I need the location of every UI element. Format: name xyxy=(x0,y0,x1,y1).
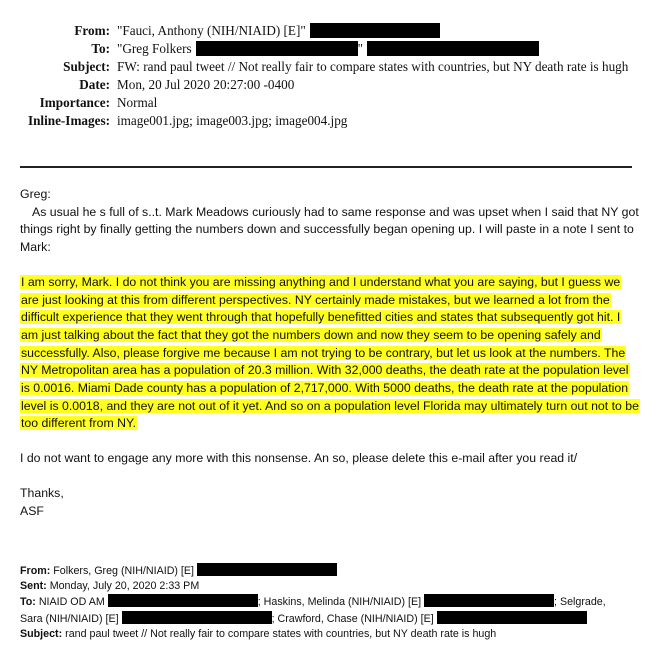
importance-row xyxy=(0,94,660,112)
redaction-bar xyxy=(437,611,587,624)
redaction-bar xyxy=(197,563,337,576)
inline-images-value: image001.jpg; image003.jpg; image004.jpg xyxy=(117,113,348,128)
thanks-line: Thanks, xyxy=(20,485,64,500)
date-row xyxy=(0,76,660,94)
signature: ASF xyxy=(20,503,44,518)
fwd-to-part2: ; Haskins, Melinda (NIH/NIAID) [E] xyxy=(257,596,422,609)
fwd-subject-row xyxy=(20,627,640,642)
inline-images-row xyxy=(0,112,660,130)
fwd-to-label: To: xyxy=(20,596,36,609)
forwarded-header xyxy=(20,563,640,642)
header-divider xyxy=(20,166,632,168)
fwd-subject-value: rand paul tweet // Not really fair to compare states with countries, but NY death rate is hugh xyxy=(65,627,497,640)
fwd-to-part3: ; Selgrade, xyxy=(554,596,606,609)
fwd-to-part5: ; Crawford, Chase (NIH/NIAID) [E] xyxy=(271,612,434,625)
redaction-bar xyxy=(367,41,539,56)
fwd-subject-label: Subject: xyxy=(20,627,63,640)
subject-label: Subject: xyxy=(63,59,110,74)
from-row xyxy=(0,22,660,40)
fwd-from-label: From: xyxy=(20,565,51,577)
redaction-bar xyxy=(310,23,440,38)
importance-value: Normal xyxy=(117,95,158,110)
greeting: Greg: xyxy=(20,187,51,201)
to-close-quote: " xyxy=(357,41,363,56)
from-value: "Fauci, Anthony (NIH/NIAID) [E]" xyxy=(117,23,306,38)
importance-label: Importance: xyxy=(39,95,110,110)
fwd-to-part4: Sara (NIH/NIAID) [E] xyxy=(20,612,119,625)
redaction-bar xyxy=(424,594,554,607)
fwd-from-value: Folkers, Greg (NIH/NIAID) [E] xyxy=(53,565,195,577)
quoted-note xyxy=(20,274,640,433)
intro-paragraph: As usual he s full of s..t. Mark Meadows curiously had to same response and was upset when I said that NY got things right by finally getting the numbers down and successfully began opening up. I will paste in a note I sent to Mark: xyxy=(20,204,639,255)
to-row xyxy=(0,40,660,58)
from-label: From: xyxy=(74,23,110,38)
date-value: Mon, 20 Jul 2020 20:27:00 -0400 xyxy=(117,77,295,92)
fwd-to-part1: NIAID OD AM xyxy=(38,596,105,609)
redaction-bar xyxy=(196,41,358,56)
highlighted-text: I am sorry, Mark. I do not think you are missing anything and I understand what you are saying, but I guess we are just looking at this from different perspectives. NY certainly made mistakes, but we learned a lot from the difficult experience that they went through that hopefully benefitted cities and states that subsequently got hit. I am just talking about the fact that they got the numbers down and now they seem to be opening safely and successfully. Also, please forgive me because I am not trying to be contrary, but let us look at the numbers. The NY Metropolitan area has a population of 20.3 million. With 32,000 deaths, the death rate at the population level is 0.0016. Miami Dade county has a population of 2,717,000. With 5000 deaths, the death rate at the population level is 0.0018, and they are not out of it yet. And so on a population level Florida may ultimately turn out not to be too different from NY. xyxy=(21,274,639,431)
redaction-bar xyxy=(122,611,272,624)
closing-paragraph: I do not want to engage any more with this nonsense. An so, please delete this e-mail after you read it/ xyxy=(20,451,578,466)
to-value: "Greg Folkers xyxy=(117,41,192,56)
fwd-sent-row xyxy=(20,579,640,594)
redaction-bar xyxy=(108,594,258,607)
to-label: To: xyxy=(91,41,110,56)
message-body xyxy=(20,186,640,520)
fwd-from-row xyxy=(20,563,640,579)
inline-images-label: Inline-Images: xyxy=(27,113,110,128)
subject-value: FW: rand paul tweet // Not really fair to compare states with countries, but NY death rate is hugh xyxy=(117,59,629,74)
email-header xyxy=(0,22,660,130)
subject-row xyxy=(0,58,660,76)
date-label: Date: xyxy=(79,77,110,92)
fwd-sent-value: Monday, July 20, 2020 2:33 PM xyxy=(49,580,200,593)
fwd-sent-label: Sent: xyxy=(20,580,47,593)
fwd-to-row xyxy=(20,594,640,626)
